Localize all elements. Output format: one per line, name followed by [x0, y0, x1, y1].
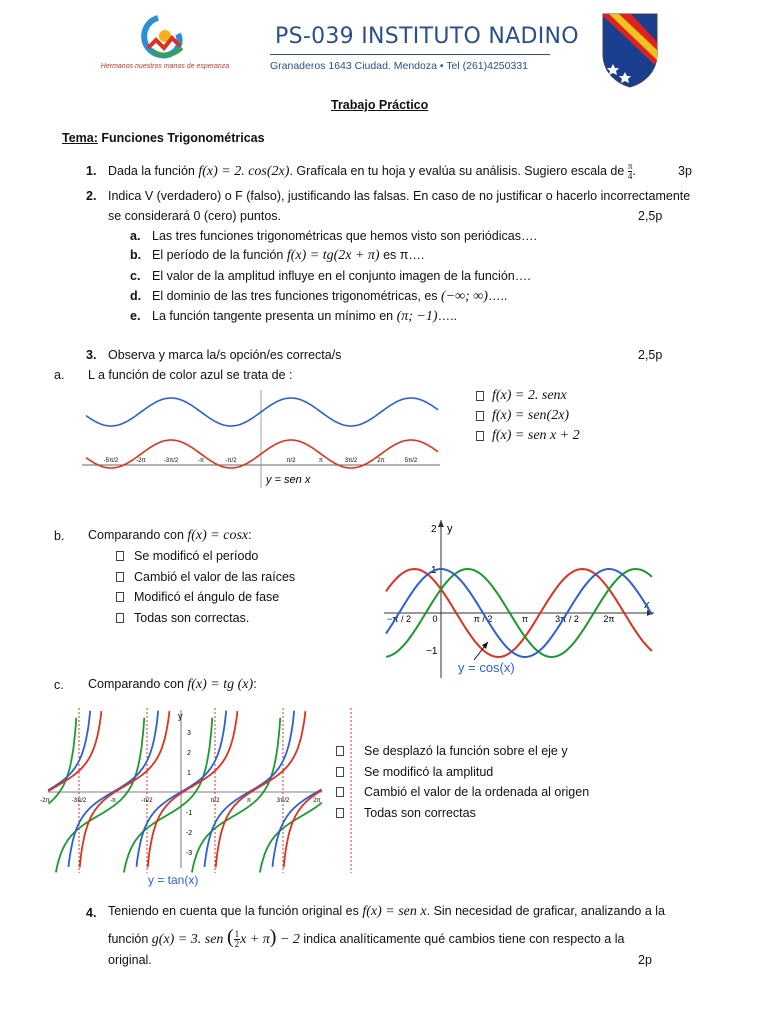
header-rule: [270, 54, 550, 55]
q2-item-text: El dominio de las tres funciones trigonométricas, es: [152, 289, 442, 303]
q2-points: 2,5p: [638, 209, 663, 223]
q3a-text: L a función de color azul se trata de :: [88, 368, 293, 382]
x-tick-label: 2π: [377, 458, 385, 464]
option-text: Cambió el valor de la ordenada al origen: [364, 785, 590, 799]
q2-item-text: Las tres funciones trigonométricas que hemos visto son periódicas….: [152, 229, 537, 243]
x-tick-label: 3π/2: [344, 458, 358, 464]
q2-number: 2.: [86, 189, 97, 203]
q4-math-inner: x + π: [240, 932, 270, 947]
q3b-math: f(x) = cosx: [187, 528, 249, 543]
x-tick-label: -5π/2: [103, 458, 119, 464]
x-tick-label: -π/2: [225, 458, 237, 464]
q3a-letter: a.: [54, 368, 65, 382]
q1-number: 1.: [86, 164, 97, 178]
axis-y-label: y: [178, 711, 183, 721]
q2-item-letter: d.: [130, 289, 142, 303]
q2-item-b: [130, 248, 424, 264]
q4-points: 2p: [638, 953, 652, 967]
option-text: Cambió el valor de las raíces: [134, 569, 296, 584]
q3-points: 2,5p: [638, 348, 663, 362]
q3b-lead: Comparando con: [88, 528, 188, 542]
tema-label: Tema:: [62, 131, 98, 145]
axis-x-label: x: [644, 599, 650, 611]
graph-label: y = sen x: [266, 474, 311, 486]
graph-label: y = tan(x): [148, 873, 199, 887]
school-address: Granaderos 1643 Ciudad. Mendoza • Tel (261)4250331: [270, 60, 528, 72]
x-tick-label: -π: [109, 798, 117, 804]
checkbox[interactable]: [336, 746, 344, 756]
q4-frac-den: 2: [234, 939, 240, 950]
x-tick-label: π / 2: [473, 614, 493, 624]
x-tick-label: -π: [197, 458, 205, 464]
y-tick-label: -1: [185, 810, 193, 817]
q2-item-c: [130, 269, 531, 283]
q1-text-a: Dada la función: [108, 163, 199, 178]
q2-item-text: El período de la función: [152, 248, 287, 262]
q2-item-letter: b.: [130, 248, 142, 262]
y-tick-label: 1: [187, 770, 191, 777]
q2-item-math: f(x) = tg(2x + π): [286, 248, 380, 263]
y-axis-arrow: [438, 520, 444, 527]
checkbox[interactable]: [476, 431, 484, 441]
q2-item-e: [130, 309, 457, 325]
x-tick-label: -2π: [40, 798, 50, 804]
q1-text-b: . Grafícala en tu hoja y evalúa su análisis. Sugiero escala de: [289, 163, 628, 178]
blue-curve: [86, 398, 438, 426]
q2-line1: Indica V (verdadero) o F (falso), justificando las falsas. En caso de no justificar o hacerlo incorrectamente: [108, 189, 691, 203]
shield-crest: [601, 12, 659, 88]
q4-line1-math: f(x) = sen x: [362, 904, 427, 919]
tangent-branch: [69, 711, 159, 867]
x-tick-label: −π / 2: [387, 614, 411, 624]
q2-item-letter: e.: [130, 309, 141, 323]
q2-item-text-b: es π….: [379, 248, 425, 262]
q2-item-text-b: …..: [487, 289, 508, 303]
q4-line2-a: función: [108, 932, 152, 946]
q3c-graph: [40, 708, 324, 890]
q3c-text: [88, 677, 257, 693]
tangent-branch: [216, 711, 306, 867]
option-text: Todas son correctas: [364, 805, 476, 820]
q2-item-math: (π; −1): [396, 309, 438, 324]
q3c-math: f(x) = tg (x): [187, 677, 254, 692]
q3c-lead: Comparando con: [88, 677, 188, 691]
q2-item-text: El valor de la amplitud influye en el conjunto imagen de la función….: [152, 269, 531, 283]
q4-math-tail: − 2: [276, 932, 300, 947]
q2-item-a: [130, 229, 537, 243]
q2-line2: se considerará 0 (cero) puntos.: [108, 209, 282, 223]
q4-paren-close: ): [269, 926, 277, 948]
q3-text: Observa y marca la/s opción/es correcta/s: [108, 348, 342, 362]
q3b-colon: :: [248, 528, 252, 542]
q4-line2: [108, 926, 624, 949]
q4-line2-math: g(x) = 3. sen: [151, 932, 227, 947]
option-text: Se modificó la amplitud: [364, 764, 494, 779]
y-tick-label: 2: [431, 524, 437, 535]
option-text: f(x) = 2. senx: [492, 388, 567, 403]
header: [0, 0, 768, 95]
option-text: Se desplazó la función sobre el eje y: [364, 744, 568, 758]
y-tick-label: 1: [431, 565, 437, 576]
q2-item-letter: a.: [130, 229, 141, 243]
logo-text: Hermanos nuestros manos de esperanza: [100, 63, 230, 70]
q3c-colon: :: [253, 677, 257, 691]
q4-number: 4.: [86, 906, 97, 920]
q4-line1: [108, 904, 665, 920]
checkbox[interactable]: [336, 767, 344, 777]
graph-label: y = cos(x): [458, 660, 515, 675]
option-text: f(x) = sen(2x): [492, 408, 570, 423]
school-name: PS-039 INSTITUTO NADINO: [275, 24, 579, 49]
tangent-branch: [205, 711, 295, 867]
x-tick-label: π: [246, 798, 252, 804]
q4-line3: original.: [108, 953, 152, 967]
q2-item-text: La función tangente presenta un mínimo en: [152, 309, 397, 323]
y-tick-labels: [186, 730, 192, 857]
x-tick-label: 5π/2: [404, 458, 418, 464]
x-tick-label: -2π: [136, 458, 146, 464]
tangent-branch: [48, 711, 101, 791]
option-text: Todas son correctas.: [134, 610, 250, 625]
q3-number: 3.: [86, 348, 97, 362]
x-tick-label: π/2: [210, 798, 220, 804]
asymptotes: [79, 708, 351, 873]
q4-line1-b: . Sin necesidad de graficar, analizando a la: [426, 904, 665, 918]
q3b-graph: [384, 518, 656, 680]
x-tick-label: 2π: [603, 614, 615, 624]
checkbox[interactable]: [336, 808, 344, 818]
y-tick-label: 3: [187, 730, 191, 737]
q4-line2-b: indica analíticamente qué cambios tiene con respecto a la: [299, 932, 625, 946]
q4-line1-a: Teniendo en cuenta que la función original es: [108, 904, 363, 918]
q3b-letter: b.: [54, 529, 65, 543]
x-tick-label: -π/2: [141, 798, 153, 804]
checkbox[interactable]: [476, 411, 484, 421]
option-text: f(x) = sen x + 2: [492, 428, 580, 443]
x-tick-label: 2π: [313, 798, 321, 804]
y-tick-label: 2: [187, 750, 191, 757]
option-text: Modificó el ángulo de fase: [134, 590, 280, 604]
q1-points: 3p: [678, 164, 692, 178]
q1-text: [108, 162, 636, 181]
q2-item-math: (−∞; ∞): [441, 289, 488, 304]
option-text: Se modificó el período: [134, 549, 259, 563]
q3a-graph: [82, 388, 442, 492]
school-logo: [100, 10, 230, 88]
q4-frac-num: 1: [234, 929, 240, 940]
q2-item-text-b: …..: [437, 309, 458, 323]
x-tick-label: π: [521, 614, 529, 624]
y-tick-label: -3: [185, 850, 193, 857]
x-tick-labels: [40, 798, 320, 804]
q1-frac-num: π: [627, 161, 633, 171]
checkbox[interactable]: [116, 592, 124, 602]
q2-item-d: [130, 289, 507, 305]
page-title: Trabajo Práctico: [331, 98, 429, 112]
x-tick-label: 3π / 2: [555, 614, 579, 624]
checkbox[interactable]: [116, 551, 124, 561]
x-tick-label: π/2: [286, 458, 296, 464]
tangent-branch: [48, 718, 76, 804]
x-tick-label: 0: [432, 614, 438, 624]
q3b-text: [88, 528, 252, 544]
checkbox[interactable]: [476, 391, 484, 401]
tangent-branch: [148, 711, 238, 867]
x-tick-label: -3π/2: [71, 798, 87, 804]
tangent-branch: [260, 803, 322, 873]
checkbox[interactable]: [336, 787, 344, 797]
tema-line: [62, 131, 265, 145]
y-tick-label: −1: [426, 646, 438, 657]
tangent-branch: [80, 711, 170, 867]
checkbox[interactable]: [116, 572, 124, 582]
q1-frac-den: 4: [627, 171, 633, 181]
tangent-curves: [48, 711, 322, 873]
x-tick-label: 3π/2: [276, 798, 290, 804]
q1-math: f(x) = 2. cos(2x): [198, 163, 290, 179]
axis-y-label: y: [447, 523, 453, 535]
q4-paren-open: (: [226, 926, 234, 948]
x-tick-label: π: [318, 458, 324, 464]
q1-text-c: .: [632, 163, 636, 178]
tema-text: Funciones Trigonométricas: [97, 131, 265, 145]
q3c-letter: c.: [54, 678, 64, 692]
x-tick-label: -3π/2: [163, 458, 179, 464]
y-tick-label: -2: [185, 830, 193, 837]
q2-item-letter: c.: [130, 269, 141, 283]
checkbox[interactable]: [116, 613, 124, 623]
